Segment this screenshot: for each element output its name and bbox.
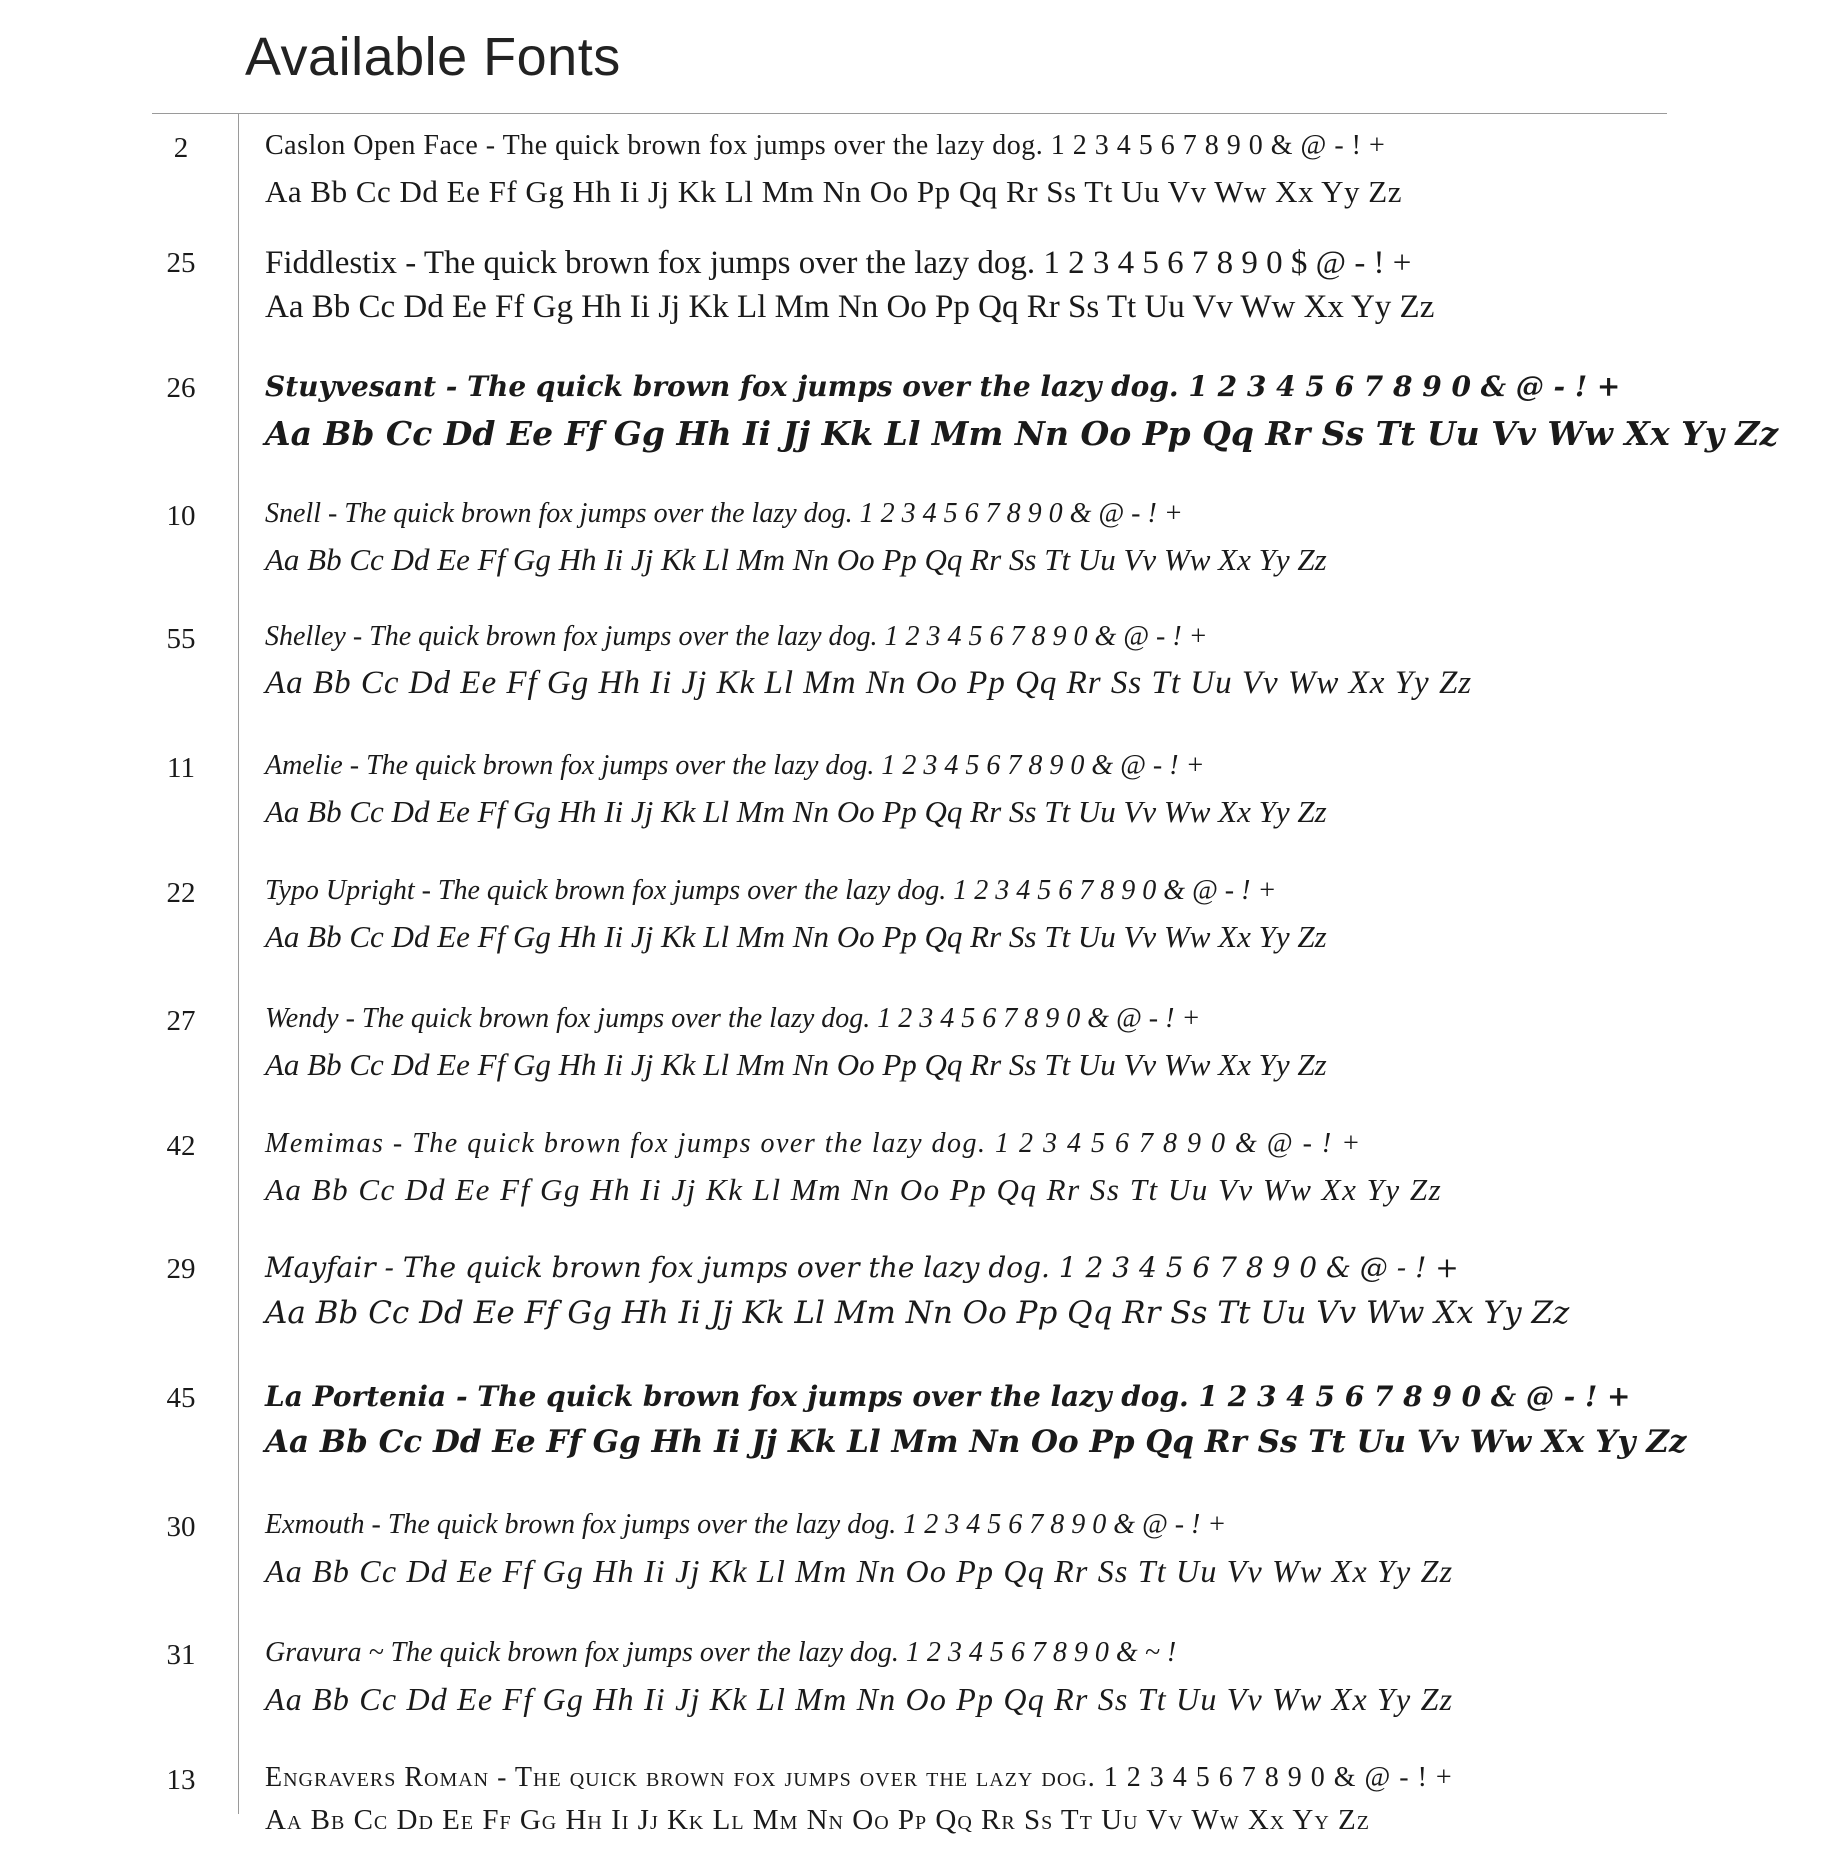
font-entry-fiddlestix (0, 241, 1830, 351)
font-sample-alphabet: Aa Bb Cc Dd Ee Ff Gg Hh Ii Jj Kk Ll Mm Nn Oo Pp Qq Rr Ss Tt Uu Vv Ww Xx Yy Zz (265, 542, 1327, 577)
font-entry-amelie (0, 746, 1830, 856)
font-sample-alphabet: Aa Bb Cc Dd Ee Ff Gg Hh Ii Jj Kk Ll Mm Nn Oo Pp Qq Rr Ss Tt Uu Vv Ww Xx Yy Zz (265, 1047, 1327, 1082)
font-entry-engravers-roman (0, 1758, 1830, 1868)
font-entry-stuyvesant (0, 366, 1830, 476)
font-number: 10 (166, 500, 196, 532)
font-sample-alphabet: Aa Bb Cc Dd Ee Ff Gg Hh Ii Jj Kk Ll Mm Nn Oo Pp Qq Rr Ss Tt Uu Vv Ww Xx Yy Zz (265, 174, 1402, 209)
font-entry-caslon-open-face (0, 126, 1830, 236)
header-divider (152, 113, 1667, 114)
font-sample-sentence: Stuyvesant - The quick brown fox jumps over the lazy dog. 1 2 3 4 5 6 7 8 9 0 & @ - ! + (265, 370, 1621, 403)
font-number: 11 (167, 752, 195, 784)
font-number: 22 (166, 877, 196, 909)
font-sample-sentence: Engravers Roman - The quick brown fox jumps over the lazy dog. 1 2 3 4 5 6 7 8 9 0 & @ - ! + (265, 1762, 1453, 1793)
font-sample-alphabet: Aa Bb Cc Dd Ee Ff Gg Hh Ii Jj Kk Ll Mm Nn Oo Pp Qq Rr Ss Tt Uu Vv Ww Xx Yy Zz (265, 1295, 1570, 1331)
font-entry-memimas (0, 1124, 1830, 1234)
font-number: 42 (166, 1130, 196, 1162)
font-sample-alphabet: Aa Bb Cc Dd Ee Ff Gg Hh Ii Jj Kk Ll Mm Nn Oo Pp Qq Rr Ss Tt Uu Vv Ww Xx Yy Zz (265, 414, 1779, 453)
font-entry-snell (0, 494, 1830, 604)
font-number: 2 (173, 132, 189, 164)
font-sample-sentence: Fiddlestix - The quick brown fox jumps over the lazy dog. 1 2 3 4 5 6 7 8 9 0 $ @ - ! + (265, 245, 1412, 281)
font-sample-sentence: Mayfair - The quick brown fox jumps over the lazy dog. 1 2 3 4 5 6 7 8 9 0 & @ - ! + (265, 1251, 1459, 1284)
font-entry-la-portenia (0, 1376, 1830, 1486)
font-number: 30 (166, 1511, 196, 1543)
font-sample-sentence: Amelie - The quick brown fox jumps over the lazy dog. 1 2 3 4 5 6 7 8 9 0 & @ - ! + (265, 750, 1205, 781)
font-number: 25 (166, 247, 196, 279)
font-number: 13 (166, 1764, 196, 1796)
font-sample-sentence: La Portenia - The quick brown fox jumps over the lazy dog. 1 2 3 4 5 6 7 8 9 0 & @ - ! + (265, 1380, 1631, 1413)
font-number: 27 (166, 1005, 196, 1037)
font-sample-alphabet: Aa Bb Cc Dd Ee Ff Gg Hh Ii Jj Kk Ll Mm Nn Oo Pp Qq Rr Ss Tt Uu Vv Ww Xx Yy Zz (265, 289, 1435, 325)
font-sample-alphabet: Aa Bb Cc Dd Ee Ff Gg Hh Ii Jj Kk Ll Mm Nn Oo Pp Qq Rr Ss Tt Uu Vv Ww Xx Yy Zz (265, 665, 1473, 701)
font-number: 26 (166, 372, 196, 404)
font-sample-alphabet: Aa Bb Cc Dd Ee Ff Gg Hh Ii Jj Kk Ll Mm Nn Oo Pp Qq Rr Ss Tt Uu Vv Ww Xx Yy Zz (265, 1172, 1443, 1207)
font-entry-typo-upright (0, 871, 1830, 981)
font-sample-alphabet: Aa Bb Cc Dd Ee Ff Gg Hh Ii Jj Kk Ll Mm Nn Oo Pp Qq Rr Ss Tt Uu Vv Ww Xx Yy Zz (265, 1553, 1454, 1589)
font-sample-sentence: Caslon Open Face - The quick brown fox jumps over the lazy dog. 1 2 3 4 5 6 7 8 9 0 & @ - ! + (265, 130, 1386, 161)
font-entry-exmouth (0, 1505, 1830, 1615)
font-number: 31 (166, 1639, 196, 1671)
font-sample-alphabet: Aa Bb Cc Dd Ee Ff Gg Hh Ii Jj Kk Ll Mm Nn Oo Pp Qq Rr Ss Tt Uu Vv Ww Xx Yy Zz (265, 919, 1327, 954)
font-entry-mayfair (0, 1247, 1830, 1357)
font-sample-sentence: Gravura ~ The quick brown fox jumps over the lazy dog. 1 2 3 4 5 6 7 8 9 0 & ~ ! (265, 1637, 1177, 1668)
font-sample-alphabet: Aa Bb Cc Dd Ee Ff Gg Hh Ii Jj Kk Ll Mm Nn Oo Pp Qq Rr Ss Tt Uu Vv Ww Xx Yy Zz (265, 1424, 1687, 1460)
font-sample-alphabet: Aa Bb Cc Dd Ee Ff Gg Hh Ii Jj Kk Ll Mm Nn Oo Pp Qq Rr Ss Tt Uu Vv Ww Xx Yy Zz (265, 1681, 1454, 1717)
font-sample-sentence: Snell - The quick brown fox jumps over the lazy dog. 1 2 3 4 5 6 7 8 9 0 & @ - ! + (265, 498, 1183, 529)
font-sample-sentence: Wendy - The quick brown fox jumps over the lazy dog. 1 2 3 4 5 6 7 8 9 0 & @ - ! + (265, 1003, 1201, 1034)
font-entry-gravura (0, 1633, 1830, 1743)
font-sample-sentence: Memimas - The quick brown fox jumps over the lazy dog. 1 2 3 4 5 6 7 8 9 0 & @ - ! + (265, 1128, 1362, 1159)
font-entry-shelley (0, 617, 1830, 727)
font-sample-alphabet: Aa Bb Cc Dd Ee Ff Gg Hh Ii Jj Kk Ll Mm Nn Oo Pp Qq Rr Ss Tt Uu Vv Ww Xx Yy Zz (265, 1804, 1370, 1836)
page-title: Available Fonts (245, 27, 621, 87)
font-sample-sentence: Shelley - The quick brown fox jumps over the lazy dog. 1 2 3 4 5 6 7 8 9 0 & @ - ! + (265, 621, 1208, 652)
font-sample-sentence: Typo Upright - The quick brown fox jumps over the lazy dog. 1 2 3 4 5 6 7 8 9 0 & @ - ! + (265, 875, 1277, 906)
font-number: 45 (166, 1382, 196, 1414)
font-sample-alphabet: Aa Bb Cc Dd Ee Ff Gg Hh Ii Jj Kk Ll Mm Nn Oo Pp Qq Rr Ss Tt Uu Vv Ww Xx Yy Zz (265, 794, 1327, 829)
font-number: 55 (166, 623, 196, 655)
font-number: 29 (166, 1253, 196, 1285)
font-entry-wendy (0, 999, 1830, 1109)
font-sample-sentence: Exmouth - The quick brown fox jumps over the lazy dog. 1 2 3 4 5 6 7 8 9 0 & @ - ! + (265, 1509, 1227, 1540)
